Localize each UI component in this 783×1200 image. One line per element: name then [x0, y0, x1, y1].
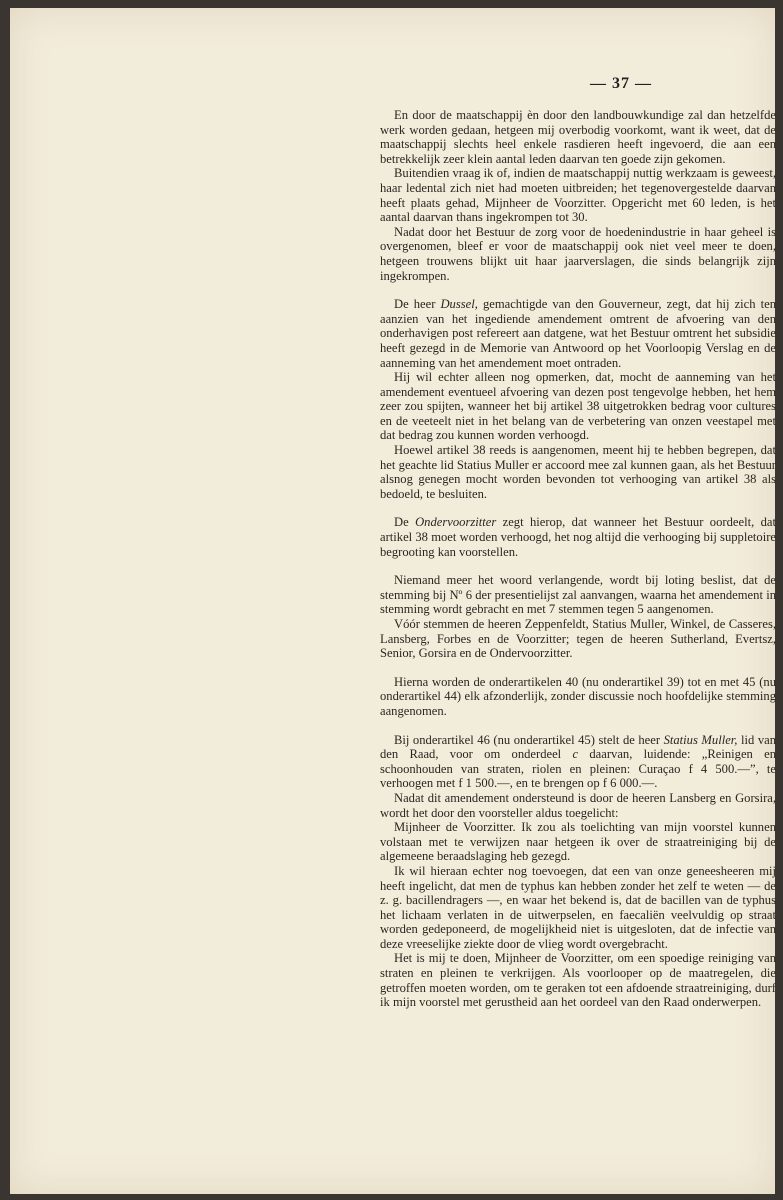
italic-text: c — [572, 747, 579, 762]
italic-text: Dussel, — [440, 297, 478, 312]
paragraph — [380, 297, 776, 370]
paragraph — [380, 370, 776, 443]
paragraph-text: lid van den Raad, voor om onderdeel — [380, 732, 776, 762]
paragraph-text: En door de maatschappij èn door den landbouwkundige zal dan hetzelfde werk worden gedaan, hetgeen mij overbodig voorkomt, want ik weet, dat de maatschappij slechts heel enkele rasdieren heeft ingevoerd, die aan een betrekkelijk zeer klein aantal leden daarvan ten goede zijn gekomen. — [380, 108, 776, 166]
document-page — [10, 8, 775, 1194]
paragraph-text: Vóór stemmen de heeren Zeppenfeldt, Statius Muller, Winkel, de Casseres, Lansberg, Forbes en de Voorzitter; tegen de heeren Sutherland, Evertsz, Senior, Gorsira en de Ondervoorzitter. — [380, 617, 776, 661]
paragraph-text: De — [394, 515, 416, 530]
paragraph — [380, 951, 776, 1009]
paragraph-text: Ik wil hieraan echter nog toevoegen, dat een van onze geneesheeren mij heeft ingelicht, dat men de typhus kan hebben zonder het zelf te weten — de z. g. bacillendragers —, en waar het bekend is, dat de bacillen van de typhus het lichaam verlaten in de uitwerpselen, en faecaliën veelvuldig op straat worden gedeponeerd, de mogelijkheid niet is uitgesloten, dat de infectie van deze vreeselijke ziekte door de vlieg wordt overgebracht. — [380, 863, 776, 951]
paragraph — [380, 443, 776, 501]
paragraph-text: Bij onderartikel 46 (nu onderartikel 45) stelt de heer — [394, 732, 664, 747]
paragraph-text: Hierna worden de onderartikelen 40 (nu onderartikel 39) tot en met 45 (nu onderartikel 44) elk afzonderlijk, zonder discussie noch hoofdelijke stemming aangenomen. — [380, 674, 776, 718]
paragraph — [380, 108, 776, 166]
paragraph — [380, 166, 776, 224]
paragraph — [380, 791, 776, 820]
paragraph — [380, 864, 776, 952]
paragraph — [380, 820, 776, 864]
paragraph — [380, 733, 776, 791]
paragraph-text: gemachtigde van den Gouverneur, zegt, dat hij zich ten aanzien van het ingediende amendement omtrent de afvoering van den onderhavigen post refereert aan datgene, wat het Bestuur omtrent het subsidie heeft gezegd in de Memorie van Antwoord op het Voorloopig Verslag en de aanneming van het amendement moet ontraden. — [380, 297, 776, 370]
paragraph — [380, 675, 776, 719]
body-text — [380, 108, 776, 1010]
paragraph-text: zegt hierop, dat wanneer het Bestuur oordeelt, dat artikel 38 moet worden verhoogd, het nog altijd die verhooging bij suppletoire begrooting kan voorstellen. — [380, 515, 776, 559]
paragraph-text: Nadat dit amendement ondersteund is door de heeren Lansberg en Gorsira, wordt het door den voorsteller aldus toegelicht: — [380, 790, 776, 820]
paragraph-text: Niemand meer het woord verlangende, wordt bij loting beslist, dat de stemming bij Nº 6 der presentielijst zal aanvangen, waarna het amendement in stemming wordt gebracht en met 7 stemmen tegen 5 aangenomen. — [380, 573, 776, 617]
page-number: — 37 — — [590, 75, 652, 92]
paragraph-text: Buitendien vraag ik of, indien de maatschappij nuttig werkzaam is geweest, haar ledental zich niet had moeten uitbreiden; het tegenovergestelde daarvan heeft plaats gehad, Mijnheer de Voorzitter. Opgericht met 60 leden, is het aantal daarvan thans ingekrompen tot 30. — [380, 166, 776, 225]
paragraph-text: Het is mij te doen, Mijnheer de Voorzitter, om een spoedige reiniging van straten en pleinen te verkrijgen. Als voorlooper op de maatregelen, die getroffen moeten worden, om te geraken tot een afdoende straatreiniging, durf ik mijn voorstel met gerustheid aan het oordeel van den Raad onderwerpen. — [380, 951, 776, 1010]
paragraph — [380, 573, 776, 617]
paragraph-text: Hoewel artikel 38 reeds is aangenomen, meent hij te hebben begrepen, dat het geachte lid Statius Muller er accoord mee zal kunnen gaan, als het Bestuur alsnog genegen mocht worden bevonden tot verhooging van artikel 38 als bedoeld, te besluiten. — [380, 443, 776, 501]
paragraph-text: daarvan, luidende: „Reinigen en schoonhouden van straten, riolen en pleinen: Curaçao f 4 500.—”, te verhoogen met f 1 500.—, en te brengen op f 6 000.—. — [380, 747, 777, 791]
paragraph-text: Nadat door het Bestuur de zorg voor de hoedenindustrie in haar geheel is overgenomen, bleef er voor de maatschappij ook niet veel meer te doen, hetgeen trouwens blijkt uit haar jaarverslagen, die sinds belangrijk zijn ingekrompen. — [380, 224, 776, 283]
paragraph — [380, 617, 776, 661]
italic-text: Ondervoorzitter — [415, 515, 497, 530]
paragraph-text: Hij wil echter alleen nog opmerken, dat, mocht de aanneming van het amendement eventueel afvoering van dezen post tengevolge hebben, het hem zeer zou spijten, wanneer het bij artikel 38 uitgetrokken bedrag voor cultures en de veeteelt niet in het belang van de verbetering van onzen veestapel met dat bedrag zou kunnen worden verhoogd. — [380, 370, 776, 443]
italic-text: Statius Muller, — [663, 732, 738, 747]
paragraph — [380, 515, 776, 559]
paragraph-text: Mijnheer de Voorzitter. Ik zou als toelichting van mijn voorstel kunnen volstaan met te verwijzen naar hetgeen ik over de straatreiniging bij de algemeene beraadslaging heb gezegd. — [380, 820, 776, 864]
paragraph — [380, 225, 776, 283]
paragraph-text: De heer — [394, 297, 441, 312]
